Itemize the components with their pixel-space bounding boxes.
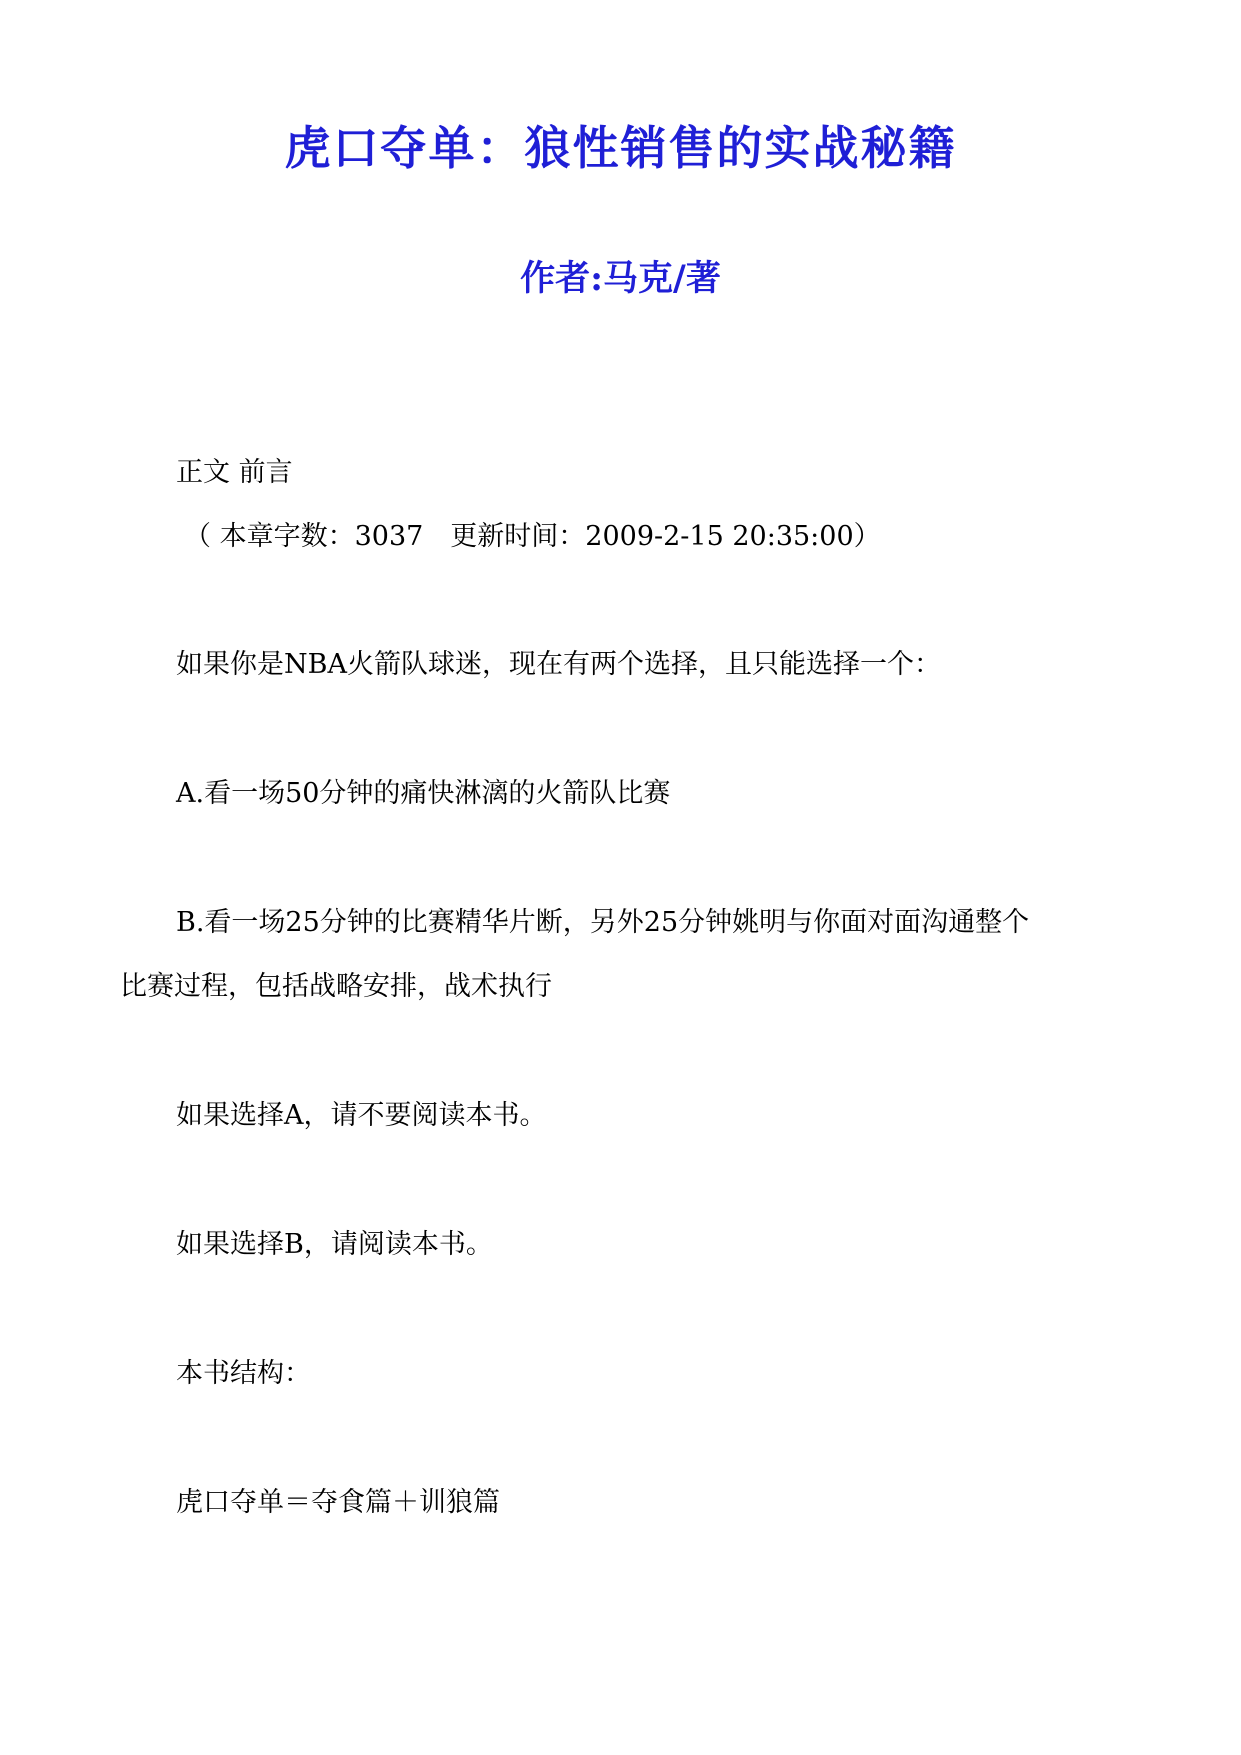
document-title: 虎口夺单：狼性销售的实战秘籍 — [284, 121, 957, 175]
paragraph-option-b-continued: 比赛过程，包括战略安排，战术执行 — [120, 971, 552, 1002]
paragraph-structure-formula: 虎口夺单＝夺食篇＋训狼篇 — [176, 1487, 500, 1518]
paragraph-intro: 如果你是NBA火箭队球迷，现在有两个选择，且只能选择一个： — [176, 649, 941, 680]
paragraph-option-b: B.看一场25分钟的比赛精华片断，另外25分钟姚明与你面对面沟通整个 — [176, 907, 1030, 938]
paragraph-choose-b: 如果选择B，请阅读本书。 — [176, 1229, 493, 1260]
section-heading: 正文 前言 — [176, 457, 293, 488]
document-author: 作者:马克/著 — [520, 258, 721, 299]
paragraph-choose-a: 如果选择A，请不要阅读本书。 — [176, 1100, 547, 1131]
chapter-meta-line: （ 本章字数：3037 更新时间：2009-2-15 20:35:00） — [184, 521, 881, 552]
paragraph-book-structure: 本书结构： — [176, 1358, 311, 1389]
paragraph-option-a: A.看一场50分钟的痛快淋漓的火箭队比赛 — [176, 778, 671, 809]
